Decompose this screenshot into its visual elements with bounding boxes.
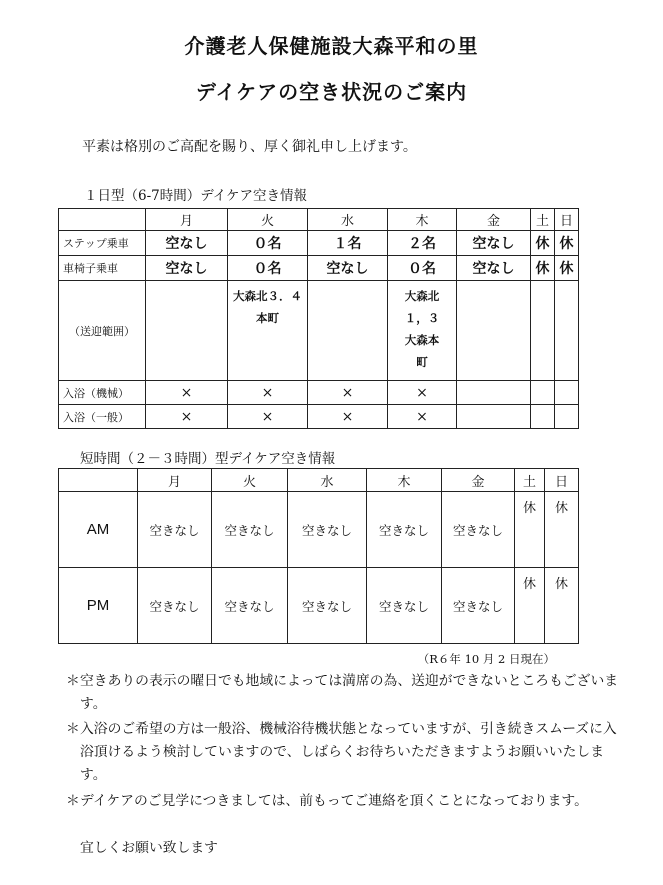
asterisk-mark: ＊: [66, 793, 80, 809]
day-header: 金: [442, 469, 515, 492]
table-row: [59, 381, 579, 405]
greeting-text: 平素は格別のご高配を賜り、厚く御礼申し上げます。: [82, 139, 417, 155]
availability-cell: 空きなし: [138, 568, 212, 644]
day-header: 土: [515, 469, 545, 492]
bath-cell: ×: [228, 405, 308, 429]
row-label: 車椅子乗車: [59, 256, 146, 281]
full-day-availability-table: [58, 208, 579, 429]
table-row: [59, 231, 579, 256]
availability-cell: ２名: [388, 231, 457, 256]
day-header: 土: [531, 209, 555, 231]
availability-cell: 空なし: [146, 231, 228, 256]
bath-cell: ×: [308, 405, 388, 429]
availability-cell: ０名: [388, 256, 457, 281]
availability-cell: 休: [555, 256, 579, 281]
bath-cell: ×: [146, 381, 228, 405]
area-line: 町: [416, 355, 428, 369]
availability-cell: 空きなし: [367, 492, 442, 568]
row-label: （送迎範囲）: [59, 281, 146, 381]
bath-cell: ×: [228, 381, 308, 405]
day-header: 日: [555, 209, 579, 231]
availability-cell: 休: [515, 568, 545, 644]
availability-cell: 空なし: [308, 256, 388, 281]
page-title: デイケアの空き状況のご案内: [195, 80, 468, 104]
area-cell: [531, 281, 555, 381]
note-text: 入浴のご希望の方は一般浴、機械浴待機状態となっていますが、引き続きスムーズに入浴頂けるよう検討していますので、しばらくお待ちいただきますようお願いいたします。: [80, 721, 617, 783]
row-label: PM: [59, 568, 138, 644]
note-item: [66, 718, 626, 787]
area-line: 本町: [256, 311, 279, 325]
day-header: 火: [212, 469, 288, 492]
area-line: 大森本: [404, 333, 440, 347]
bath-cell: [555, 405, 579, 429]
availability-cell: ０名: [228, 256, 308, 281]
asterisk-mark: ＊: [66, 721, 80, 737]
availability-cell: 空きなし: [367, 568, 442, 644]
bath-cell: ×: [308, 381, 388, 405]
row-label: ステップ乗車: [59, 231, 146, 256]
bath-cell: [531, 381, 555, 405]
closing-text: 宜しくお願い致します: [80, 840, 218, 856]
bath-cell: ×: [388, 405, 457, 429]
availability-cell: 空きなし: [442, 568, 515, 644]
corner-cell: [59, 469, 138, 492]
availability-cell: 休: [545, 568, 579, 644]
bath-cell: ×: [388, 381, 457, 405]
day-header: 月: [146, 209, 228, 231]
availability-cell: 空なし: [146, 256, 228, 281]
area-line: 大森北: [404, 289, 440, 303]
full-day-caption: １日型（6-7時間）デイケア空き情報: [84, 188, 308, 204]
area-cell: [457, 281, 531, 381]
bath-cell: [457, 405, 531, 429]
availability-cell: 休: [531, 231, 555, 256]
short-time-caption: 短時間（２－３時間）型デイケア空き情報: [80, 451, 336, 467]
day-header: 金: [457, 209, 531, 231]
day-header: 木: [388, 209, 457, 231]
area-line: 大森北３．４: [233, 289, 302, 303]
row-label: 入浴（一般）: [59, 405, 146, 429]
facility-title: 介護老人保健施設大森平和の里: [184, 34, 479, 58]
day-header: 火: [228, 209, 308, 231]
availability-cell: １名: [308, 231, 388, 256]
header-row: [59, 209, 579, 231]
area-cell: [555, 281, 579, 381]
availability-cell: 空なし: [457, 256, 531, 281]
availability-cell: 空きなし: [212, 492, 288, 568]
note-text: デイケアのご見学につきましては、前もってご連絡を頂くことになっております。: [80, 793, 588, 809]
table-row: [59, 492, 579, 568]
availability-cell: 空なし: [457, 231, 531, 256]
pickup-area-row: [59, 281, 579, 381]
table-row: [59, 405, 579, 429]
availability-cell: 空きなし: [288, 492, 367, 568]
row-label: AM: [59, 492, 138, 568]
area-cell: [308, 281, 388, 381]
as-of-date: （R６年 10 月 2 日現在）: [417, 652, 555, 666]
area-cell: [146, 281, 228, 381]
day-header: 日: [545, 469, 579, 492]
note-item: [66, 790, 626, 813]
note-text: 空きありの表示の曜日でも地域によっては満席の為、送迎ができないところもございます。: [80, 673, 619, 712]
availability-cell: 空きなし: [442, 492, 515, 568]
day-header: 月: [138, 469, 212, 492]
bath-cell: [555, 381, 579, 405]
row-label: 入浴（機械）: [59, 381, 146, 405]
day-header: 木: [367, 469, 442, 492]
availability-cell: 休: [531, 256, 555, 281]
day-header: 水: [288, 469, 367, 492]
header-row: [59, 469, 579, 492]
corner-cell: [59, 209, 146, 231]
short-time-availability-table: [58, 468, 579, 644]
availability-cell: 空きなし: [288, 568, 367, 644]
asterisk-mark: ＊: [66, 673, 80, 689]
availability-cell: ０名: [228, 231, 308, 256]
availability-cell: 空きなし: [212, 568, 288, 644]
note-item: [66, 670, 626, 716]
area-cell: [228, 281, 308, 381]
availability-cell: 休: [545, 492, 579, 568]
bath-cell: [531, 405, 555, 429]
day-header: 水: [308, 209, 388, 231]
bath-cell: [457, 381, 531, 405]
area-line: １，３: [404, 311, 440, 325]
availability-cell: 空きなし: [138, 492, 212, 568]
availability-cell: 休: [515, 492, 545, 568]
bath-cell: ×: [146, 405, 228, 429]
area-cell: [388, 281, 457, 381]
availability-cell: 休: [555, 231, 579, 256]
table-row: [59, 568, 579, 644]
table-row: [59, 256, 579, 281]
